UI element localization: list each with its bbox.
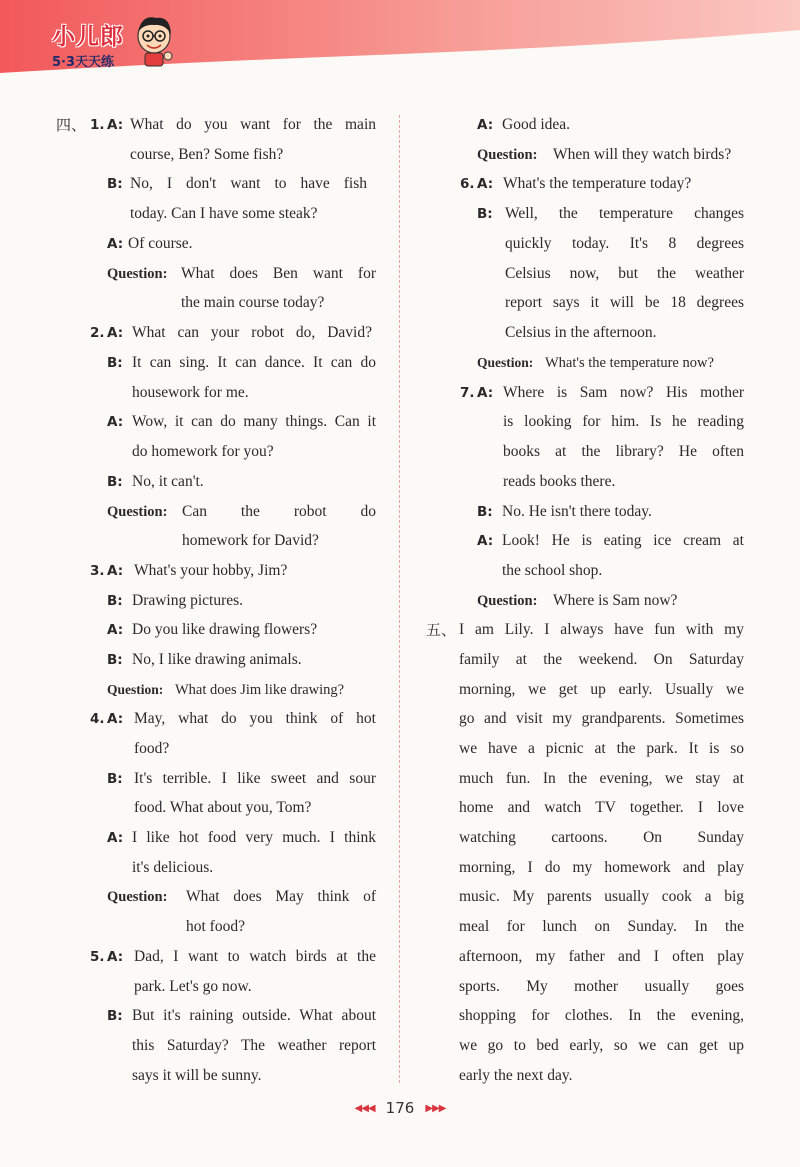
speaker-b-label: B: (107, 593, 123, 609)
speaker-b-label: B: (107, 771, 123, 787)
left-arrows-icon: ◀◀◀ (354, 1103, 375, 1114)
question-label: Question: (107, 682, 164, 697)
dialogue-line: Where is Sam now? His mother (503, 384, 744, 401)
dialogue-line: Wow, it can do many things. Can it (132, 413, 376, 430)
dialogue-line: do homework for you? (132, 443, 274, 460)
dialogue-line: housework for me. (132, 384, 249, 401)
question-label: Question: (107, 889, 168, 905)
dialogue-line: books at the library? He often (503, 443, 744, 460)
paragraph-line: shopping for clothes. In the evening, (459, 1007, 744, 1024)
paragraph-line: watching cartoons. On Sunday (459, 829, 744, 846)
speaker-a-label: A: (107, 117, 124, 133)
speaker-a-label: A: (477, 117, 494, 133)
question-text: Where is Sam now? (553, 592, 678, 609)
dialogue-line: No, it can't. (132, 473, 204, 490)
item-6-number: 6. (460, 176, 475, 192)
page-footer (340, 1098, 460, 1117)
dialogue-line: reads books there. (503, 473, 616, 490)
paragraph-line: sports. My mother usually goes (459, 978, 744, 995)
question-text: What does Jim like drawing? (175, 682, 345, 698)
dialogue-line: May, what do you think of hot (134, 710, 376, 727)
speaker-a-label: A: (107, 711, 124, 727)
column-divider (399, 115, 400, 1083)
dialogue-line: What can your robot do, David? (132, 324, 372, 341)
dialogue-line: food? (134, 740, 170, 757)
right-arrows-icon: ▶▶▶ (425, 1103, 446, 1114)
paragraph-line: much fun. In the evening, we stay at (459, 770, 744, 787)
dialogue-line: Good idea. (502, 116, 571, 133)
section-five-marker: 五、 (426, 621, 457, 639)
item-7-number: 7. (460, 385, 475, 401)
speaker-b-label: B: (477, 504, 493, 520)
dialogue-line: course, Ben? Some fish? (130, 146, 284, 163)
brand-subtitle: 5·3天天练 (52, 55, 115, 70)
item-4-number: 4. (90, 711, 105, 727)
question-label: Question: (477, 355, 534, 370)
dialogue-line: Celsius now, but the weather (505, 265, 744, 282)
speaker-a-label: A: (107, 236, 124, 252)
item-3-number: 3. (90, 563, 105, 579)
dialogue-line: What's the temperature today? (503, 175, 692, 192)
paragraph-line: afternoon, my father and I often play (459, 948, 744, 965)
dialogue-line: Of course. (128, 235, 193, 252)
question-text: the main course today? (181, 294, 325, 311)
item-2-number: 2. (90, 325, 105, 341)
header-banner (0, 0, 800, 75)
dialogue-line: Do you like drawing flowers? (132, 621, 318, 638)
dialogue-line: food. What about you, Tom? (134, 799, 312, 816)
question-label: Question: (477, 147, 538, 163)
speaker-a-label: A: (107, 622, 124, 638)
dialogue-line: Celsius in the afternoon. (505, 324, 657, 341)
paragraph-line: we go to bed early, so we can get up (459, 1037, 744, 1054)
brand-logo-text: 小儿郎 (52, 24, 124, 50)
speaker-b-label: B: (107, 176, 123, 192)
speaker-a-label: A: (107, 325, 124, 341)
dialogue-line: Drawing pictures. (132, 592, 244, 609)
dialogue-line: No. He isn't there today. (502, 503, 652, 520)
question-text: What does Ben want for (181, 265, 376, 282)
dialogue-line: It can sing. It can dance. It can do (132, 354, 376, 371)
paragraph-line: meal for lunch on Sunday. In the (459, 918, 744, 935)
page-number: 176 (385, 1099, 415, 1117)
dialogue-line: Dad, I want to watch birds at the (134, 948, 376, 965)
speaker-a-label: A: (477, 176, 494, 192)
paragraph-line: home and watch TV together. I love (459, 799, 744, 816)
paragraph-line: we have a picnic at the park. It is so (459, 740, 744, 757)
item-1-number: 1. (90, 117, 105, 133)
dialogue-line: the school shop. (502, 562, 603, 579)
mascot-boy-icon (132, 12, 176, 68)
speaker-a-label: A: (107, 563, 124, 579)
dialogue-line: Well, the temperature changes (505, 205, 744, 222)
question-text: What does May think of (186, 888, 376, 905)
item-5-number: 5. (90, 949, 105, 965)
speaker-a-label: A: (107, 830, 124, 846)
question-label: Question: (107, 266, 168, 282)
speaker-a-label: A: (107, 414, 124, 430)
dialogue-line: park. Let's go now. (134, 978, 252, 995)
speaker-b-label: B: (107, 474, 123, 490)
paragraph-line: music. My parents usually cook a big (459, 888, 744, 905)
speaker-a-label: A: (477, 385, 494, 401)
dialogue-line: quickly today. It's 8 degrees (505, 235, 744, 252)
speaker-b-label: B: (107, 355, 123, 371)
question-text: When will they watch birds? (553, 146, 732, 163)
section-four-marker: 四、 (56, 116, 87, 134)
speaker-b-label: B: (107, 1008, 123, 1024)
speaker-b-label: B: (107, 652, 123, 668)
dialogue-line: Look! He is eating ice cream at (502, 532, 744, 549)
paragraph-line: go and visit my grandparents. Sometimes (459, 710, 744, 727)
dialogue-line: No, I like drawing animals. (132, 651, 302, 668)
dialogue-line: No, I don't want to have fish (130, 175, 367, 192)
dialogue-line: But it's raining outside. What about (132, 1007, 376, 1024)
dialogue-line: report says it will be 18 degrees (505, 294, 744, 311)
speaker-b-label: B: (477, 206, 493, 222)
question-text: What's the temperature now? (545, 355, 714, 371)
speaker-a-label: A: (107, 949, 124, 965)
dialogue-line: it's delicious. (132, 859, 214, 876)
question-label: Question: (477, 593, 538, 609)
speaker-a-label: A: (477, 533, 494, 549)
dialogue-line: is looking for him. Is he reading (503, 413, 744, 430)
question-text: Can the robot do (182, 503, 376, 520)
question-text: homework for David? (182, 532, 319, 549)
dialogue-line: It's terrible. I like sweet and sour (134, 770, 376, 787)
dialogue-line: this Saturday? The weather report (132, 1037, 376, 1054)
paragraph-line: family at the weekend. On Saturday (459, 651, 744, 668)
dialogue-line: What's your hobby, Jim? (134, 562, 288, 579)
dialogue-line: What do you want for the main (130, 116, 376, 133)
paragraph-line: early the next day. (459, 1067, 573, 1084)
paragraph-line: I am Lily. I always have fun with my (459, 621, 744, 638)
question-label: Question: (107, 504, 168, 520)
question-text: hot food? (186, 918, 245, 935)
dialogue-line: I like hot food very much. I think (132, 829, 376, 846)
paragraph-line: morning, we get up early. Usually we (459, 681, 744, 698)
paragraph-line: morning, I do my homework and play (459, 859, 744, 876)
dialogue-line: today. Can I have some steak? (130, 205, 318, 222)
dialogue-line: says it will be sunny. (132, 1067, 262, 1084)
